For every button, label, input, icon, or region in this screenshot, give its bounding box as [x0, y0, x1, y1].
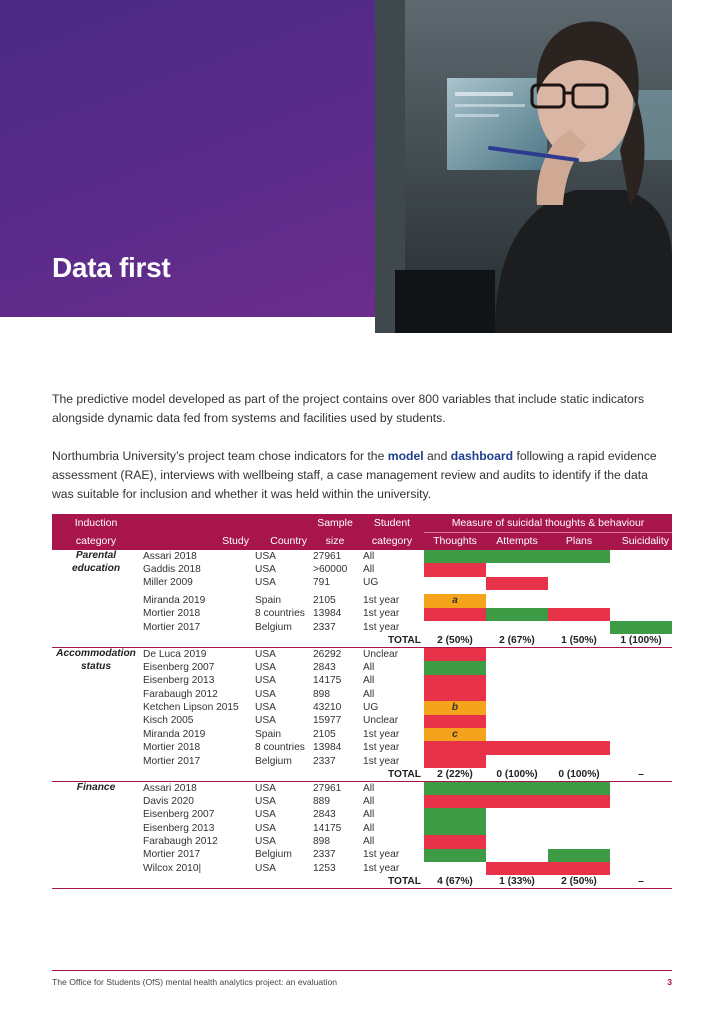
- total-value: 1 (100%): [610, 634, 672, 647]
- measure-cell: [548, 550, 610, 563]
- sample-cell: 1253: [313, 862, 336, 874]
- measure-cell: [486, 741, 548, 754]
- measure-cell: [610, 688, 672, 701]
- header-country: Country: [252, 532, 310, 550]
- header-suicidality: Suicidality: [610, 532, 672, 550]
- category-label: [52, 795, 140, 808]
- student-category-cell: 1st year: [363, 608, 400, 620]
- country-cell: Belgium: [255, 849, 292, 861]
- measure-cell: [486, 808, 548, 821]
- measure-cell: [486, 661, 548, 674]
- measure-cell: [424, 741, 486, 754]
- sample-cell: 2105: [313, 728, 336, 740]
- measure-cell: [548, 835, 610, 848]
- country-cell: USA: [255, 835, 276, 847]
- measure-cell: [548, 675, 610, 688]
- measure-cell: [610, 594, 672, 607]
- sample-cell: 27961: [313, 550, 342, 562]
- sample-cell: 13984: [313, 742, 342, 754]
- measure-cell: [486, 577, 548, 590]
- table-row: [52, 849, 672, 862]
- header-size: size: [310, 532, 360, 550]
- measure-cell: [424, 661, 486, 674]
- page-number: 3: [667, 977, 672, 987]
- category-label: Parental: [75, 550, 117, 561]
- category-label: [52, 862, 140, 875]
- student-category-cell: All: [363, 809, 375, 821]
- study-cell: Miranda 2019: [143, 594, 206, 606]
- measure-cell: c: [424, 728, 486, 741]
- category-label: [52, 688, 140, 701]
- category-label: [52, 728, 140, 741]
- student-category-cell: 1st year: [363, 594, 400, 606]
- measure-cell: [610, 728, 672, 741]
- intro-paragraph-2: [52, 447, 672, 504]
- category-label: status: [80, 661, 111, 673]
- country-cell: USA: [255, 701, 276, 713]
- table-row: [52, 661, 672, 674]
- category-label: [52, 608, 140, 621]
- category-label: Finance: [76, 782, 116, 794]
- student-category-cell: UG: [363, 577, 379, 589]
- country-cell: Belgium: [255, 755, 292, 767]
- student-category-cell: Unclear: [363, 715, 399, 727]
- total-label: TOTAL: [140, 768, 424, 781]
- study-cell: Davis 2020: [143, 795, 194, 807]
- student-category-cell: All: [363, 564, 375, 576]
- sample-cell: 2337: [313, 849, 336, 861]
- student-category-cell: All: [363, 661, 375, 673]
- table-row: [52, 782, 672, 795]
- measure-cell: [424, 608, 486, 621]
- measure-cell: [424, 715, 486, 728]
- student-category-cell: All: [363, 782, 375, 794]
- student-category-cell: All: [363, 550, 375, 562]
- total-value: 1 (50%): [548, 634, 610, 647]
- woman-at-computer-photo: [375, 0, 672, 333]
- table-row: [52, 577, 672, 590]
- measure-cell: [548, 715, 610, 728]
- sample-cell: 898: [313, 688, 330, 700]
- country-cell: USA: [255, 675, 276, 687]
- footer-divider: [52, 970, 672, 971]
- table-row: [52, 741, 672, 754]
- study-cell: Mortier 2018: [143, 608, 201, 620]
- measure-cell: [610, 862, 672, 875]
- table-row: [52, 594, 672, 607]
- header-plans: Plans: [548, 532, 610, 550]
- student-category-cell: All: [363, 675, 375, 687]
- study-cell: Farabaugh 2012: [143, 835, 218, 847]
- study-cell: De Luca 2019: [143, 648, 207, 660]
- total-row: [52, 634, 672, 647]
- measure-cell: [486, 608, 548, 621]
- total-value: 2 (50%): [548, 875, 610, 888]
- measure-cell: [610, 648, 672, 661]
- student-category-cell: All: [363, 822, 375, 834]
- category-label: [52, 875, 140, 888]
- header-student: Student: [360, 514, 424, 532]
- measure-cell: [548, 755, 610, 768]
- table-row: [52, 795, 672, 808]
- measure-cell: [486, 675, 548, 688]
- measure-cell: [548, 563, 610, 576]
- study-cell: Wilcox 2010|: [143, 862, 202, 874]
- country-cell: USA: [255, 862, 276, 874]
- measure-cell: [548, 822, 610, 835]
- sample-cell: 2337: [313, 621, 336, 633]
- sample-cell: 26292: [313, 648, 342, 660]
- sample-cell: >60000: [313, 564, 348, 576]
- total-label: TOTAL: [140, 875, 424, 888]
- measure-cell: [486, 849, 548, 862]
- total-value: 0 (100%): [548, 768, 610, 781]
- measure-cell: [610, 782, 672, 795]
- measure-cell: [424, 621, 486, 634]
- evidence-table: [52, 514, 672, 889]
- measure-cell: [424, 795, 486, 808]
- total-value: 4 (67%): [424, 875, 486, 888]
- measure-cell: [424, 849, 486, 862]
- header-student-category: category: [360, 532, 424, 550]
- category-label: [52, 621, 140, 634]
- table-row: [52, 701, 672, 714]
- table-row: [52, 822, 672, 835]
- study-cell: Miranda 2019: [143, 728, 206, 740]
- intro-text-run: Northumbria University’s project team chose indicators for the: [52, 449, 388, 463]
- measure-cell: [548, 648, 610, 661]
- measure-cell: b: [424, 701, 486, 714]
- study-cell: Eisenberg 2007: [143, 809, 215, 821]
- category-label: [52, 755, 140, 768]
- header-attempts: Attempts: [486, 532, 548, 550]
- measure-cell: [424, 808, 486, 821]
- measure-cell: [548, 577, 610, 590]
- table-row: [52, 862, 672, 875]
- student-category-cell: All: [363, 688, 375, 700]
- sample-cell: 14175: [313, 822, 342, 834]
- category-label: [52, 577, 140, 590]
- sample-cell: 43210: [313, 701, 342, 713]
- measure-cell: [424, 648, 486, 661]
- study-cell: Miller 2009: [143, 577, 193, 589]
- country-cell: 8 countries: [255, 608, 305, 620]
- study-cell: Kisch 2005: [143, 715, 194, 727]
- measure-cell: [610, 701, 672, 714]
- table-row: [52, 563, 672, 576]
- student-category-cell: 1st year: [363, 728, 400, 740]
- country-cell: USA: [255, 688, 276, 700]
- measure-cell: [548, 608, 610, 621]
- country-cell: USA: [255, 648, 276, 660]
- measure-cell: [424, 822, 486, 835]
- category-label: [52, 741, 140, 754]
- category-label: [52, 675, 140, 688]
- dashboard-link[interactable]: dashboard: [450, 449, 514, 463]
- category-label: [52, 849, 140, 862]
- country-cell: 8 countries: [255, 742, 305, 754]
- measure-cell: [424, 688, 486, 701]
- measure-cell: [486, 550, 548, 563]
- header-induction: Induction: [52, 514, 140, 532]
- category-label: [52, 715, 140, 728]
- study-cell: Mortier 2017: [143, 755, 201, 767]
- measure-cell: [610, 741, 672, 754]
- hero-photo: [375, 0, 672, 333]
- header-sample: Sample: [310, 514, 360, 532]
- student-category-cell: 1st year: [363, 742, 400, 754]
- student-category-cell: 1st year: [363, 849, 400, 861]
- measure-cell: [424, 755, 486, 768]
- table-row: [52, 755, 672, 768]
- measure-cell: [610, 808, 672, 821]
- intro-text-run: following a rapid evidence assessment (RAE), interviews with wellbeing staff, a case management review and audits to identify if the data was suitable for inclusion and whether it was held within the university.: [52, 449, 657, 501]
- table-row: [52, 835, 672, 848]
- measure-cell: [610, 577, 672, 590]
- country-cell: USA: [255, 577, 276, 589]
- table-row: [52, 808, 672, 821]
- table-body: [52, 550, 672, 889]
- country-cell: USA: [255, 782, 276, 794]
- total-row: [52, 875, 672, 888]
- total-row: [52, 768, 672, 781]
- measure-cell: [548, 782, 610, 795]
- study-cell: Ketchen Lipson 2015: [143, 701, 239, 713]
- measure-cell: [486, 621, 548, 634]
- measure-cell: [610, 621, 672, 634]
- study-cell: Farabaugh 2012: [143, 688, 218, 700]
- measure-cell: [610, 715, 672, 728]
- footer-text: The Office for Students (OfS) mental health analytics project: an evaluation: [52, 977, 338, 987]
- table-row: [52, 728, 672, 741]
- total-value: –: [610, 768, 672, 781]
- measure-cell: [548, 661, 610, 674]
- student-category-cell: All: [363, 835, 375, 847]
- measure-cell: [548, 701, 610, 714]
- measure-cell: [548, 594, 610, 607]
- measure-cell: [610, 563, 672, 576]
- measure-cell: [486, 648, 548, 661]
- measure-cell: [548, 621, 610, 634]
- measure-cell: [486, 715, 548, 728]
- study-cell: Eisenberg 2013: [143, 822, 215, 834]
- measure-cell: [486, 755, 548, 768]
- table-row: [52, 675, 672, 688]
- measure-cell: [548, 688, 610, 701]
- total-value: –: [610, 875, 672, 888]
- measure-cell: [610, 822, 672, 835]
- country-cell: USA: [255, 822, 276, 834]
- measure-cell: [548, 741, 610, 754]
- sample-cell: 791: [313, 577, 330, 589]
- sample-cell: 14175: [313, 675, 342, 687]
- measure-cell: [610, 661, 672, 674]
- measure-cell: [610, 849, 672, 862]
- measure-cell: [548, 849, 610, 862]
- total-value: 2 (22%): [424, 768, 486, 781]
- country-cell: USA: [255, 715, 276, 727]
- category-label: [52, 701, 140, 714]
- sample-cell: 15977: [313, 715, 342, 727]
- measure-cell: a: [424, 594, 486, 607]
- country-cell: USA: [255, 661, 276, 673]
- table-row: [52, 608, 672, 621]
- measure-cell: [486, 594, 548, 607]
- total-value: 1 (33%): [486, 875, 548, 888]
- category-label: [52, 822, 140, 835]
- measure-cell: [610, 795, 672, 808]
- header-study: Study: [140, 532, 252, 550]
- country-cell: USA: [255, 809, 276, 821]
- study-cell: Eisenberg 2007: [143, 661, 215, 673]
- measure-cell: [548, 795, 610, 808]
- study-cell: Gaddis 2018: [143, 564, 201, 576]
- measure-cell: [424, 577, 486, 590]
- measure-cell: [610, 550, 672, 563]
- sample-cell: 2843: [313, 809, 336, 821]
- header-category: category: [52, 532, 140, 550]
- table-row: [52, 550, 672, 563]
- category-label: [52, 768, 140, 781]
- country-cell: USA: [255, 564, 276, 576]
- table-row: [52, 648, 672, 661]
- table-row: [52, 688, 672, 701]
- category-label: Accommodation: [56, 648, 136, 660]
- page-title: Data first: [52, 252, 171, 283]
- sample-cell: 898: [313, 835, 330, 847]
- student-category-cell: 1st year: [363, 621, 400, 633]
- intro-paragraph-1: The predictive model developed as part of the project contains over 800 variables that include static indicators alongside dynamic data fed from systems and facilities used by students.: [52, 392, 645, 425]
- measure-cell: [486, 563, 548, 576]
- study-cell: Mortier 2017: [143, 849, 201, 861]
- measure-cell: [610, 608, 672, 621]
- sample-cell: 27961: [313, 782, 342, 794]
- study-cell: Assari 2018: [143, 550, 197, 562]
- study-cell: Eisenberg 2013: [143, 675, 215, 687]
- student-category-cell: All: [363, 795, 375, 807]
- total-label: TOTAL: [140, 634, 424, 647]
- measure-cell: [424, 862, 486, 875]
- measure-cell: [424, 563, 486, 576]
- measure-cell: [424, 782, 486, 795]
- measure-cell: [424, 675, 486, 688]
- intro-text: [52, 390, 672, 504]
- study-cell: Assari 2018: [143, 782, 197, 794]
- category-label: [52, 835, 140, 848]
- header-thoughts: Thoughts: [424, 532, 486, 550]
- sample-cell: 13984: [313, 608, 342, 620]
- measure-cell: [610, 675, 672, 688]
- measure-cell: [486, 701, 548, 714]
- measure-cell: [610, 755, 672, 768]
- total-value: 0 (100%): [486, 768, 548, 781]
- intro-text-run: and: [423, 449, 451, 463]
- country-cell: Spain: [255, 728, 282, 740]
- sample-cell: 2105: [313, 594, 336, 606]
- measure-cell: [486, 795, 548, 808]
- total-value: 2 (50%): [424, 634, 486, 647]
- measure-cell: [486, 688, 548, 701]
- student-category-cell: 1st year: [363, 755, 400, 767]
- measure-cell: [548, 728, 610, 741]
- country-cell: Spain: [255, 594, 282, 606]
- measure-cell: [486, 822, 548, 835]
- country-cell: USA: [255, 795, 276, 807]
- sample-cell: 2843: [313, 661, 336, 673]
- measure-cell: [486, 782, 548, 795]
- measure-cell: [548, 862, 610, 875]
- measure-cell: [486, 835, 548, 848]
- header-measure: Measure of suicidal thoughts & behaviour: [424, 514, 672, 532]
- country-cell: Belgium: [255, 621, 292, 633]
- student-category-cell: UG: [363, 701, 379, 713]
- category-label: [52, 634, 140, 647]
- total-value: 2 (67%): [486, 634, 548, 647]
- measure-cell: [610, 835, 672, 848]
- table-row: [52, 621, 672, 634]
- measure-cell: [424, 550, 486, 563]
- category-label: education: [71, 563, 121, 575]
- measure-cell: [486, 862, 548, 875]
- country-cell: USA: [255, 550, 276, 562]
- study-cell: Mortier 2017: [143, 621, 201, 633]
- measure-cell: [486, 728, 548, 741]
- study-cell: Mortier 2018: [143, 742, 201, 754]
- table-row: [52, 715, 672, 728]
- model-link[interactable]: model: [387, 449, 424, 463]
- measure-cell: [424, 835, 486, 848]
- category-label: [52, 594, 140, 607]
- student-category-cell: Unclear: [363, 648, 399, 660]
- sample-cell: 2337: [313, 755, 336, 767]
- student-category-cell: 1st year: [363, 862, 400, 874]
- measure-cell: [548, 808, 610, 821]
- category-label: [52, 808, 140, 821]
- sample-cell: 889: [313, 795, 330, 807]
